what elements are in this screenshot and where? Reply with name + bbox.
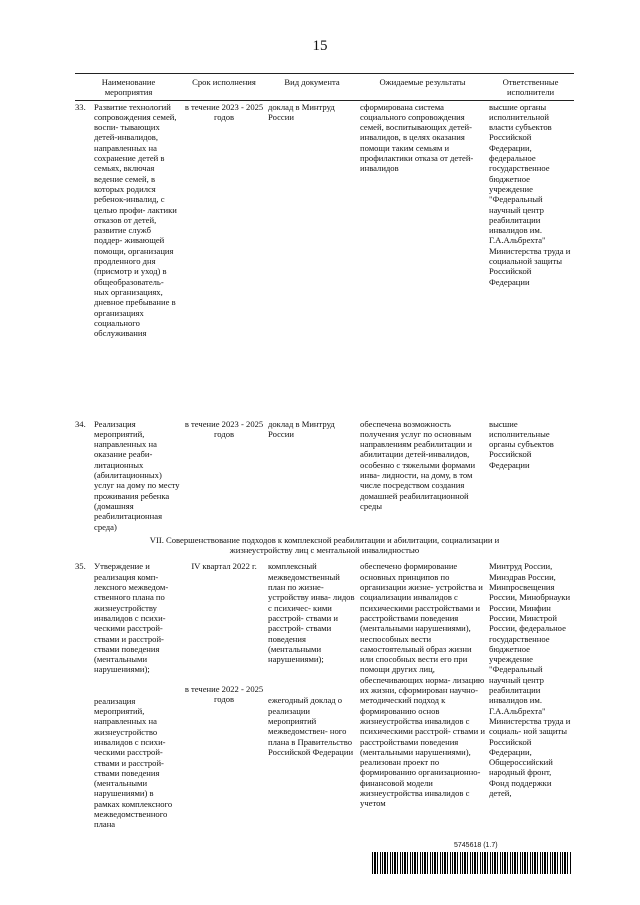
table-row [75, 100, 574, 417]
header-deadline: Срок исполнения [182, 74, 266, 101]
doc-type-part-a: комплексный межведомственный план по жизне- устройству инва- лидов с психичес- кими расстрой- ствами и расстрой- ствами поведения (ментальными нарушениями); [268, 561, 355, 665]
header-doc-type: Вид документа [266, 74, 358, 101]
section-header-row [75, 532, 574, 562]
expected-results: обеспечена возможность получения услуг по основным направлениям реабилитации и абилитации детей-инвалидов, особенно с тяжелыми формами инва- лидности, на дому, в том числе посредством создания домашней реабилитационной среды [360, 418, 476, 511]
row-number: 34. [75, 418, 86, 429]
measure-name [92, 561, 182, 829]
barcode-label: 5745618 (1.7) [454, 842, 498, 849]
page-number: 15 [312, 38, 328, 54]
measure-name: Реализация мероприятий, направленных на оказание реаби- литационных (абилитационных) услуг на дому по месту проживания ребенка (домашняя реабилитационная среда) [94, 418, 180, 532]
table-row [75, 417, 574, 532]
measure-name: Развитие технологий сопровождения семей, воспи- тывающих детей-инвалидов, направленных на сохранение детей в семьях, включая ведение семей, в которых родился ребенок-инвалид, с целью профи- лактики отказов от детей, развитие служб поддер- живающей помощи, организация продленного дня (присмотр и уход) в общеобразователь- ных организациях, дневное пребывание в организациях социального обслуживания [94, 101, 177, 339]
barcode-image [372, 852, 572, 874]
section-title [75, 532, 574, 562]
deadline [182, 561, 266, 829]
deadline-part-a: IV квартал 2022 г. [191, 561, 257, 572]
deadline-part-b: в течение 2022 - 2025 годов [184, 683, 264, 705]
table-header-row [75, 74, 574, 101]
doc-type: доклад в Минтруд России [268, 418, 335, 439]
header-name: Наименование мероприятия [75, 74, 182, 101]
section-title-text: VII. Совершенствование подходов к комплексной реабилитации и абилитации, социализации и жизнеустройству лиц с ментальной инвалидностью [149, 534, 500, 556]
measure-name-part-b: реализация мероприятий, направленных на жизнеустройство инвалидов с психи- ческими расстрой- ствами и расстрой- ствами поведения (ментальными нарушениями) в рамках комплексного межведомственного плана [94, 695, 173, 830]
row-number: 33. [75, 101, 86, 112]
deadline: в течение 2023 - 2025 годов [184, 418, 264, 439]
table-row [75, 561, 574, 829]
measure-name-part-a: Утверждение и реализация комп- лексного межведом- ственного плана по жизнеустройству инвалидов с психи- ческими расстрой- ствами и расстрой- ствами поведения (ментальными нарушениями); [94, 561, 169, 675]
responsible: Минтруд России, Минздрав России, Минпросвещения России, Минобрнауки России, Минфин России, Минстрой России, федеральное государственное бюджетное учреждение "Федеральный научный центр реабилитации инвалидов им. Г.А.Альбрехта" Министерства труда и социаль- ной защиты Российской Федерации, Общероссийский народный фронт, Фонд поддержки детей, [489, 561, 571, 798]
responsible: высшие исполнительные органы субъектов Российской Федерации [489, 418, 554, 470]
expected-results: сформирована система социального сопровождения семей, воспитывающих детей-инвалидов, в целях оказания помощи таким семьям и профилактики отказа от детей-инвалидов [360, 101, 474, 174]
deadline: в течение 2023 - 2025 годов [184, 101, 264, 122]
doc-type: доклад в Минтруд России [268, 101, 335, 122]
header-responsible: Ответственные исполнители [487, 74, 574, 101]
header-results: Ожидаемые результаты [358, 74, 487, 101]
measures-table [75, 73, 574, 830]
expected-results: обеспечено формирование основных принципов по организации жизне- устройства и социализации инвалидов с психическими расстройствами и расстройствами поведения (ментальными нарушениями), неспособных вести самостоятельный образ жизни или способных вести его при помощи других лиц, обеспечивающих норма- лизацию их жизни, сформирован научно- методический подход к формированию основ жизнеустройства инвалидов с психическими расстрой- ствами и расстройствами поведения (ментальными нарушениями), реализован проект по формированию организационно-финансовой модели жизнеустройства инвалидов с учетом [360, 561, 485, 809]
row-number: 35. [75, 561, 86, 572]
doc-type-part-b: ежегодный доклад о реализации мероприятий межведомствен- ного плана в Правительство Российской Федерации [268, 695, 354, 757]
doc-type [266, 561, 358, 829]
responsible: высшие органы исполнительной власти субъектов Российской Федерации, федеральное государственное бюджетное учреждение "Федеральный научный центр реабилитации инвалидов им. Г.А.Альбрехта" Министерства труда и социальной защиты Российской Федерации [489, 101, 571, 287]
